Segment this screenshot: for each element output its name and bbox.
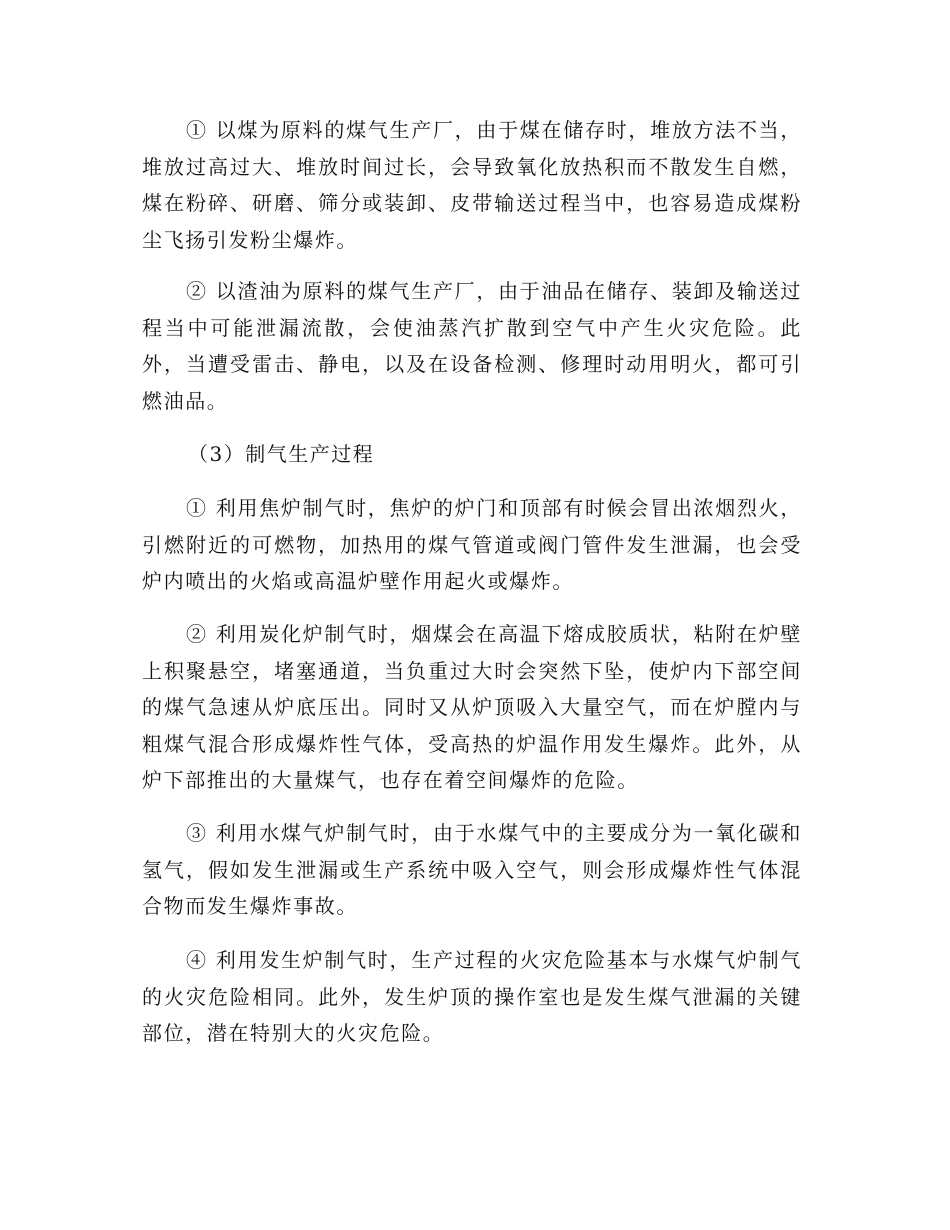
section-heading: （3）制气生产过程 [188, 442, 375, 466]
paragraph-carbonization-furnace: ② 利用炭化炉制气时，烟煤会在高温下熔成胶质状，粘附在炉壁上积聚悬空，堵塞通道，当负重过大时会突然下坠，使炉内下部空间的煤气急速从炉底压出。同时又从炉顶吸入大量空气，而在炉膛内与粗煤气混合形成爆炸性气体，受高热的炉温作用发生爆炸。此外，从炉下部推出的大量煤气，也存在着空间爆炸的危险。 [142, 622, 802, 792]
paragraph-residual-oil-raw-material: ② 以渣油为原料的煤气生产厂，由于油品在储存、装卸及输送过程当中可能泄漏流散，会使油蒸汽扩散到空气中产生火灾危险。此外，当遭受雷击、静电，以及在设备检测、修理时动用明火，都可引燃油品。 [142, 279, 802, 413]
paragraph-water-gas-furnace: ③ 利用水煤气炉制气时，由于水煤气中的主要成分为一氧化碳和氢气，假如发生泄漏或生产系统中吸入空气，则会形成爆炸性气体混合物而发生爆炸事故。 [142, 821, 802, 918]
paragraph-producer-gas-furnace: ④ 利用发生炉制气时，生产过程的火灾危险基本与水煤气炉制气的火灾危险相同。此外，发生炉顶的操作室也是发生煤气泄漏的关键部位，潜在特别大的火灾危险。 [142, 948, 802, 1045]
paragraph-coke-oven: ① 利用焦炉制气时，焦炉的炉门和顶部有时候会冒出浓烟烈火，引燃附近的可燃物，加热用的煤气管道或阀门管件发生泄漏，也会受炉内喷出的火焰或高温炉壁作用起火或爆炸。 [142, 496, 802, 593]
paragraph-coal-raw-material: ① 以煤为原料的煤气生产厂，由于煤在储存时，堆放方法不当，堆放过高过大、堆放时间过长，会导致氧化放热积而不散发生自燃，煤在粉碎、研磨、筛分或装卸、皮带输送过程当中，也容易造成煤粉尘飞扬引发粉尘爆炸。 [142, 118, 802, 252]
